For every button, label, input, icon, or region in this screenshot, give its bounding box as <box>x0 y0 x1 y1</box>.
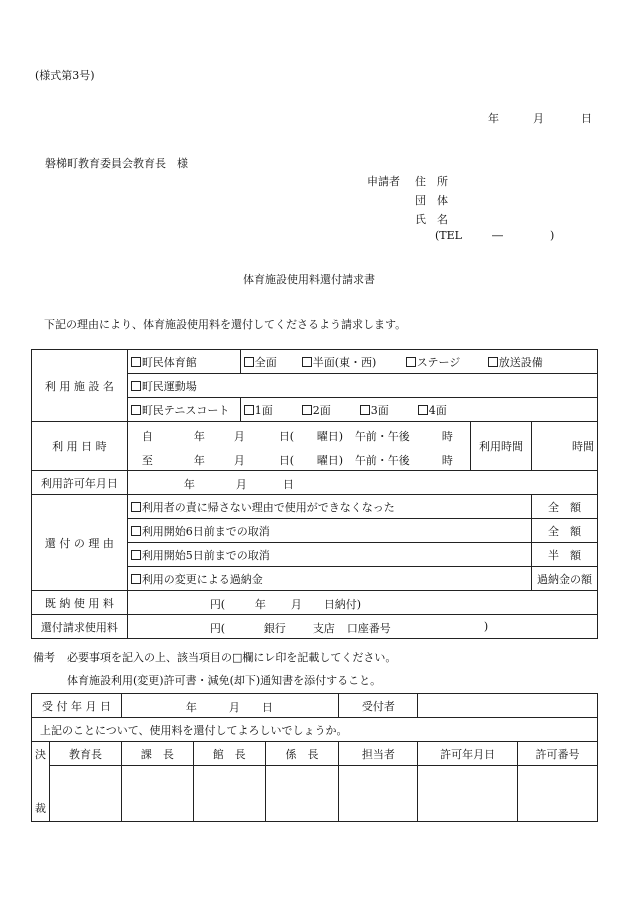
permit-year: 年 <box>183 478 195 491</box>
received-day: 日 <box>261 701 273 714</box>
header-hall-director: 館 長 <box>193 742 265 766</box>
refund-reason-4[interactable]: 利用の変更による過納金 <box>127 567 531 591</box>
header-subsection-chief: 係 長 <box>265 742 339 766</box>
claim-account: 口座番号 <box>346 622 391 635</box>
decision-label-2: 裁 <box>32 766 50 822</box>
usage-to-day: 日( <box>278 454 295 467</box>
applicant-group-label: 団 体 <box>415 194 448 207</box>
stamp-subsection-chief[interactable] <box>265 766 339 822</box>
permit-day: 日 <box>282 478 294 491</box>
claim-branch: 支店 <box>312 622 335 635</box>
notes-prefix: 備考 <box>33 651 55 664</box>
facility-field[interactable]: 町民運動場 <box>127 374 597 398</box>
usage-to-month: 月 <box>233 454 245 467</box>
paid-fee-label: 既 納 使 用 料 <box>32 591 128 615</box>
usage-label: 利 用 日 時 <box>32 422 128 471</box>
received-date-input[interactable] <box>121 694 339 718</box>
permit-date-field[interactable] <box>418 766 518 822</box>
date-day: 日 <box>581 112 592 125</box>
claim-fee-input[interactable] <box>127 615 597 639</box>
office-table <box>31 693 598 822</box>
usage-from: 自 <box>141 430 153 443</box>
usage-to-ampm: 午前・午後 <box>354 454 410 467</box>
claim-close: ) <box>483 620 489 633</box>
header-permit-number: 許可番号 <box>518 742 598 766</box>
usage-from-hour: 時 <box>441 430 453 443</box>
usage-from-year: 年 <box>193 430 205 443</box>
header-section-chief: 課 長 <box>121 742 193 766</box>
paid-month: 月 <box>290 598 302 611</box>
refund-amount-2: 全 額 <box>532 519 598 543</box>
refund-amount-4: 過納金の額 <box>532 567 598 591</box>
usage-to-weekday: 曜日) <box>316 454 344 467</box>
form-title: 体育施設使用料還付請求書 <box>243 273 375 286</box>
paid-year: 年 <box>254 598 266 611</box>
receiver-label: 受付者 <box>339 694 418 718</box>
facility-tennis[interactable]: 町民テニスコート <box>127 398 240 422</box>
usage-to-hour: 時 <box>441 454 453 467</box>
applicant-label: 申請者 <box>367 175 400 188</box>
applicant-tel-close: ) <box>550 229 555 242</box>
header-permit-date: 許可年月日 <box>418 742 518 766</box>
paid-fee-input[interactable] <box>127 591 597 615</box>
receiver-input[interactable] <box>418 694 598 718</box>
usage-datetime[interactable] <box>127 422 470 471</box>
usage-duration-input[interactable]: 時間 <box>532 422 598 471</box>
refund-amount-3: 半 額 <box>532 543 598 567</box>
usage-from-weekday: 曜日) <box>316 430 344 443</box>
applicant-tel-dash: ― <box>492 229 503 242</box>
stamp-superintendent[interactable] <box>50 766 122 822</box>
received-date-label: 受 付 年 月 日 <box>32 694 122 718</box>
facility-label: 利 用 施 設 名 <box>32 350 128 422</box>
claim-yen: 円( <box>209 622 226 635</box>
usage-from-month: 月 <box>233 430 245 443</box>
header-superintendent: 教育長 <box>50 742 122 766</box>
permit-month: 月 <box>235 478 247 491</box>
paid-day: 日納付) <box>323 598 362 611</box>
decision-label: 決 <box>32 742 50 766</box>
paid-yen: 円( <box>209 598 226 611</box>
stamp-hall-director[interactable] <box>193 766 265 822</box>
applicant-name-label: 氏 名 <box>415 213 448 226</box>
claim-fee-label: 還付請求使用料 <box>32 615 128 639</box>
usage-from-ampm: 午前・午後 <box>354 430 410 443</box>
facility-gym-options[interactable]: 全面 半面(東・西) ステージ 放送設備 <box>240 350 597 374</box>
date-year: 年 <box>488 112 499 125</box>
facility-tennis-options[interactable]: 1面 2面 3面 4面 <box>240 398 597 422</box>
usage-from-day: 日( <box>278 430 295 443</box>
form-number: (様式第3号) <box>35 69 95 82</box>
intro-text: 下記の理由により、体育施設使用料を還付してくださるよう請求します。 <box>44 318 407 331</box>
permit-date-input[interactable] <box>127 471 597 495</box>
stamp-section-chief[interactable] <box>121 766 193 822</box>
refund-reason-label: 還 付 の 理 由 <box>32 495 128 591</box>
stamp-staff[interactable] <box>339 766 418 822</box>
applicant-address-label: 住 所 <box>415 175 448 188</box>
applicant-tel-open: (TEL <box>435 229 462 242</box>
refund-reason-2[interactable]: 利用開始6日前までの取消 <box>127 519 531 543</box>
usage-to: 至 <box>141 454 153 467</box>
facility-gym[interactable]: 町民体育館 <box>127 350 240 374</box>
date-month: 月 <box>533 112 544 125</box>
claim-bank: 銀行 <box>263 622 286 635</box>
addressee: 磐梯町教育委員会教育長 様 <box>45 157 188 170</box>
approval-question: 上記のことについて、使用料を還付してよろしいでしょうか。 <box>32 718 598 742</box>
received-month: 月 <box>228 701 240 714</box>
usage-duration-label: 利用時間 <box>471 422 532 471</box>
refund-amount-1: 全 額 <box>532 495 598 519</box>
received-year: 年 <box>185 701 197 714</box>
refund-reason-3[interactable]: 利用開始5日前までの取消 <box>127 543 531 567</box>
refund-reason-1[interactable]: 利用者の責に帰さない理由で使用ができなくなった <box>127 495 531 519</box>
usage-to-year: 年 <box>193 454 205 467</box>
permit-number-field[interactable] <box>518 766 598 822</box>
main-form-table <box>31 349 598 639</box>
permit-date-label: 利用許可年月日 <box>32 471 128 495</box>
notes-line-1: 必要事項を記入の上、該当項目の□欄にレ印を記載してください。 <box>67 651 397 664</box>
notes-line-2: 体育施設利用(変更)許可書・減免(却下)通知書を添付すること。 <box>67 674 382 687</box>
header-staff: 担当者 <box>339 742 418 766</box>
